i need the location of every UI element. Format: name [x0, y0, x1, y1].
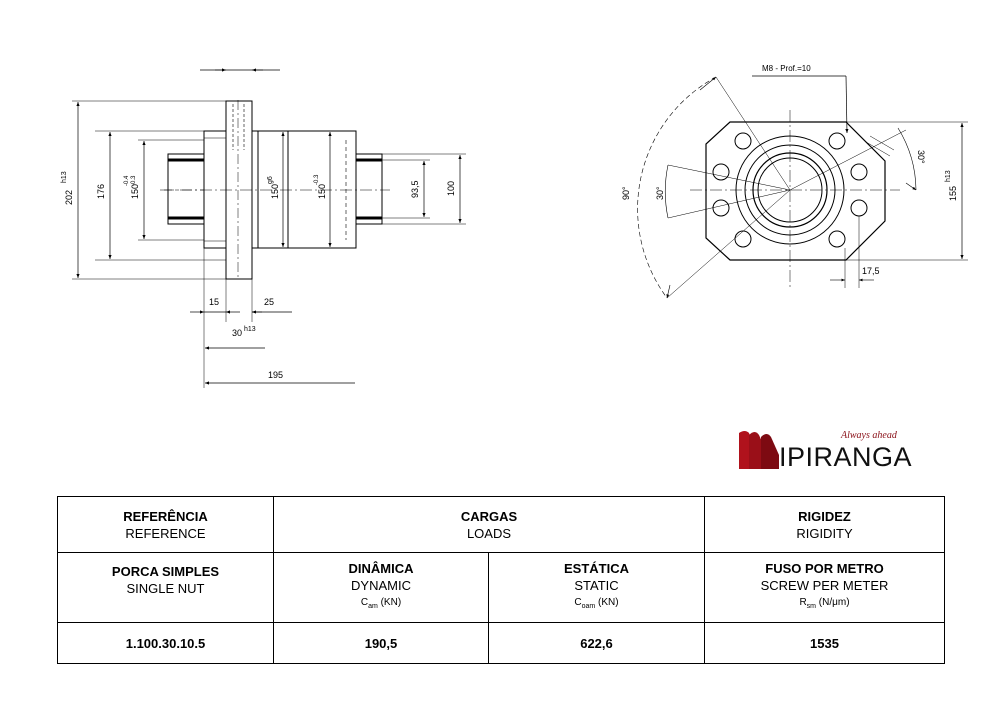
- thread-note: M8 - Prof.=10: [762, 64, 811, 73]
- loads-label-en: LOADS: [466, 525, 512, 541]
- dim-93-5: 93,5: [410, 180, 420, 198]
- static-value: 622,6: [489, 623, 705, 664]
- dim-150-b-tol: -0.3: [314, 174, 320, 185]
- dim-15: 15: [209, 297, 220, 307]
- dim-150-a: 150: [130, 183, 140, 199]
- dim-17-5: 17,5: [862, 266, 880, 276]
- screw-label-en: SCREW PER METER: [760, 578, 889, 593]
- reference-value: 1.100.30.10.5: [58, 623, 274, 664]
- table-value-row: [58, 623, 945, 664]
- table-subheader-row: [58, 553, 945, 623]
- rigidity-label-pt: RIGIDEZ: [798, 508, 851, 524]
- rigidity-header: [705, 497, 945, 553]
- static-cell: [489, 553, 705, 623]
- single-nut-cell: [58, 553, 274, 623]
- dim-176: 176: [96, 183, 106, 199]
- dim-100: 100: [446, 180, 456, 196]
- dim-30-tol: h13: [244, 326, 256, 333]
- dim-150-g6: 150: [270, 183, 280, 199]
- rigidity-value: 1535: [705, 623, 945, 664]
- single-nut-label-pt: PORCA SIMPLES: [111, 564, 220, 579]
- brand-name: IPIRANGA: [779, 442, 913, 472]
- front-view: [638, 76, 968, 298]
- dim-150-a-tol-top: -0.4: [124, 175, 130, 186]
- dim-25: 25: [264, 297, 275, 307]
- loads-label-pt: CARGAS: [460, 508, 518, 524]
- dynamic-label-en: DYNAMIC: [351, 578, 411, 593]
- dim-150-b: 150: [317, 183, 327, 199]
- dim-30: 30: [232, 328, 243, 338]
- single-nut-label-en: SINGLE NUT: [126, 581, 205, 596]
- static-unit: $C_{oam}$ (KN): [574, 597, 619, 610]
- side-view: [72, 70, 466, 388]
- angle-90: 90°: [621, 186, 631, 200]
- static-label-pt: ESTÁTICA: [564, 561, 629, 576]
- dynamic-cell: [274, 553, 489, 623]
- angle-30-right: 30°: [916, 150, 926, 164]
- table-header-row: [58, 497, 945, 553]
- dynamic-unit: $C_{am}$ (KN): [360, 597, 402, 610]
- ipiranga-mark-icon: [737, 427, 781, 471]
- screw-unit: $R_{sm}$ (N/μm): [799, 597, 850, 610]
- dynamic-label-pt: DINÂMICA: [348, 561, 414, 576]
- dynamic-value: 190,5: [274, 623, 489, 664]
- screw-per-meter-cell: [705, 553, 945, 623]
- reference-label-en: REFERENCE: [125, 525, 206, 541]
- reference-label-pt: REFERÊNCIA: [123, 508, 208, 524]
- dim-202-tol: h13: [61, 171, 68, 183]
- dim-155: 155: [948, 185, 958, 201]
- loads-header: [274, 497, 705, 553]
- dim-202: 202: [64, 189, 74, 205]
- specification-table: [57, 496, 945, 664]
- brand-tagline: Always ahead: [841, 430, 897, 441]
- ipiranga-logo: [737, 425, 917, 475]
- angle-30-left: 30°: [655, 186, 665, 200]
- dim-155-tol: h13: [945, 170, 952, 182]
- static-label-en: STATIC: [574, 578, 619, 593]
- dim-150-g6-tol: g6: [267, 176, 274, 184]
- reference-header: [58, 497, 274, 553]
- rigidity-label-en: RIGIDITY: [796, 525, 853, 541]
- dim-195: 195: [268, 370, 284, 380]
- screw-label-pt: FUSO POR METRO: [765, 561, 884, 576]
- dim-150-a-tol-bot: -0.3: [131, 175, 137, 186]
